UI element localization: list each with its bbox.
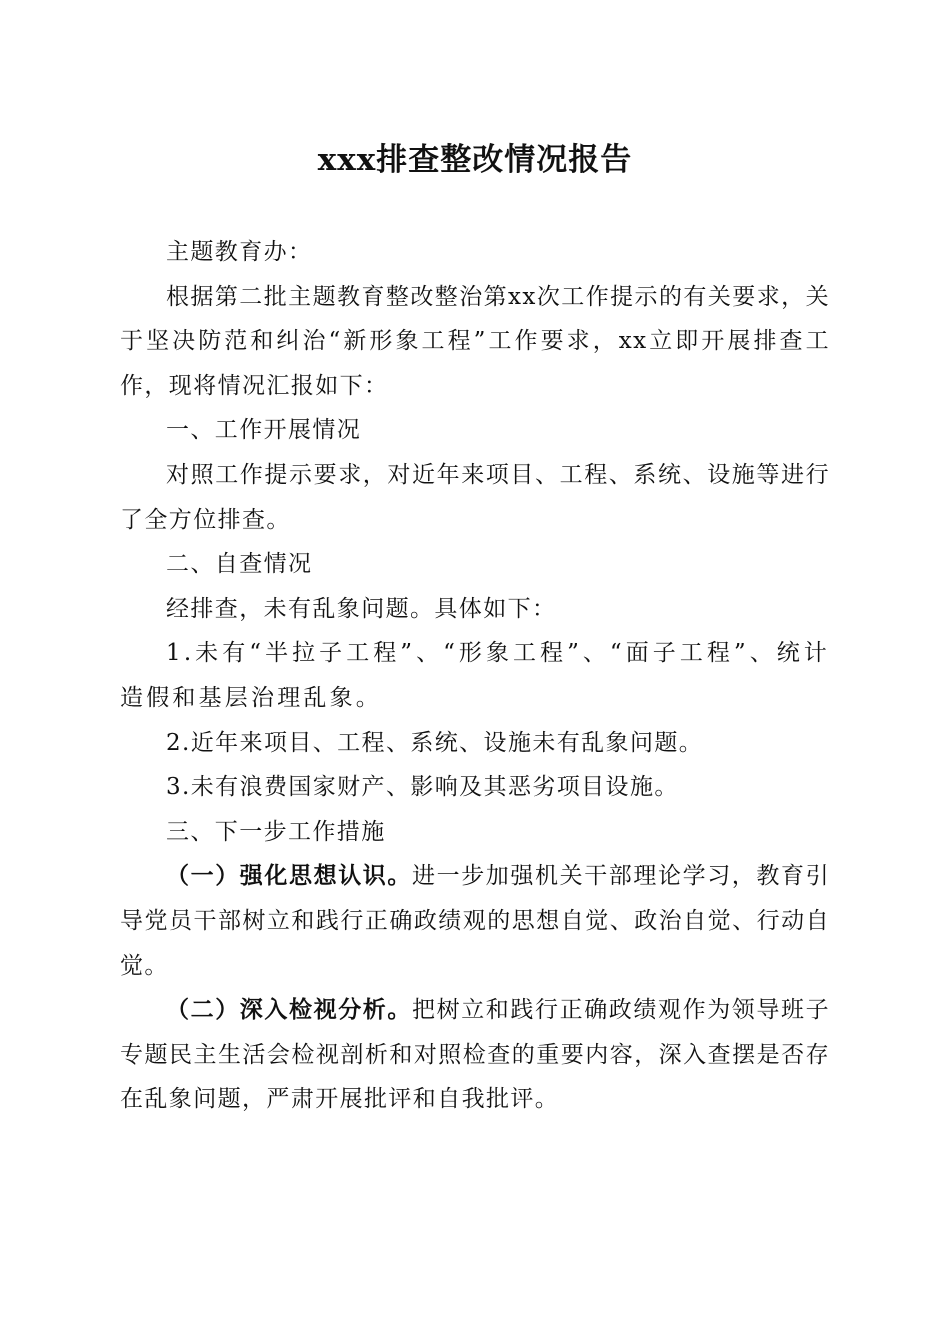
intro-paragraph: 根据第二批主题教育整改整治第xx次工作提示的有关要求，关于坚决防范和纠治“新形象工程”工作要求，xx立即开展排查工作，现将情况汇报如下： (120, 283, 830, 399)
measure-1-text: 进一步加强机关干部理论学习，教育引导党员干部树立和践行正确政绩观的思想自觉、政治自觉、行动自觉。 (120, 863, 830, 979)
section-heading-3: 三、下一步工作措施 (166, 818, 386, 845)
section-2-item-3: 3.未有浪费国家财产、影响及其恶劣项目设施。 (166, 774, 679, 801)
measure-2-text: 把树立和践行正确政绩观作为领导班子专题民主生活会检视剖析和对照检查的重要内容，深入查摆是否存在乱象问题，严肃开展批评和自我批评。 (120, 997, 830, 1113)
measure-paragraph-1 (120, 854, 830, 988)
document-body (120, 230, 830, 1122)
measure-paragraph-2 (120, 988, 830, 1122)
section-heading-2: 二、自查情况 (166, 551, 313, 578)
section-2-item-1: 1.未有“半拉子工程”、“形象工程”、“面子工程”、统计造假和基层治理乱象。 (120, 640, 830, 711)
salutation: 主题教育办： (166, 239, 313, 265)
section-heading-1: 一、工作开展情况 (166, 417, 362, 444)
measure-2-lead: （二）深入检视分析。 (166, 996, 412, 1024)
section-2-item-2: 2.近年来项目、工程、系统、设施未有乱象问题。 (166, 729, 704, 756)
document-title: xxx排查整改情况报告 (317, 142, 633, 178)
section-1-paragraph: 对照工作提示要求，对近年来项目、工程、系统、设施等进行了全方位排查。 (120, 461, 830, 533)
measure-1-lead: （一）强化思想认识。 (166, 862, 412, 890)
section-2-paragraph-1: 经排查，未有乱象问题。具体如下： (166, 595, 557, 622)
